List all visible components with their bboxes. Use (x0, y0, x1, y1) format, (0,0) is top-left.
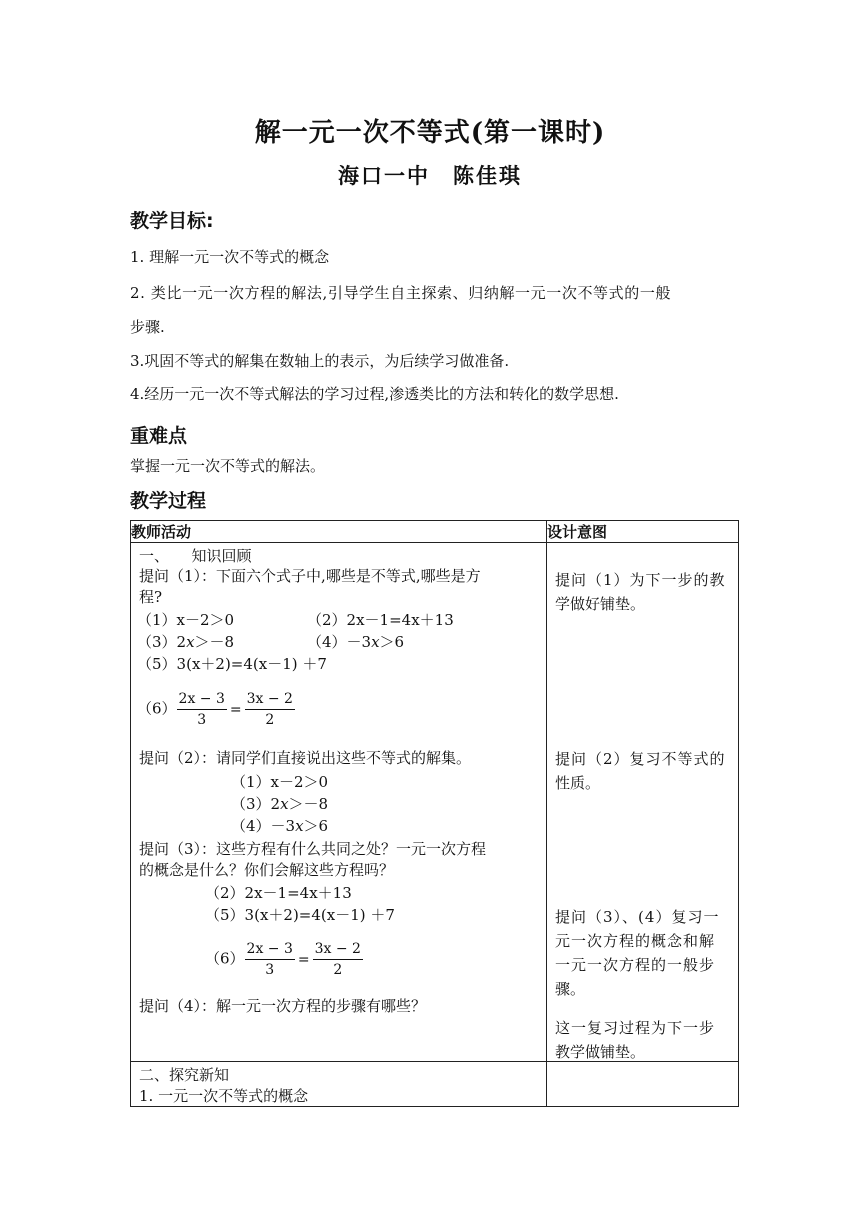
q3-expression-6-label: （6） (205, 949, 245, 968)
q2-expression-3: （3）2𝑥＞－8 (231, 795, 329, 813)
q3-equals-sign: = (297, 951, 310, 968)
intent-q2-line-1: 提问（2）复习不等式的 (555, 750, 726, 768)
q3-expression-2: （2）2x－1=4x＋13 (205, 884, 352, 902)
goal-item-2-cont: 步骤. (130, 318, 165, 336)
difficulty-text: 掌握一元一次不等式的解法。 (130, 457, 326, 475)
goals-heading: 教学目标: (130, 210, 214, 232)
table-row (131, 543, 739, 1062)
process-table (130, 520, 739, 1107)
expression-6-label: （6） (137, 699, 177, 718)
fraction-right (245, 689, 295, 730)
intent-q1-line-2: 学做好铺垫。 (555, 595, 646, 613)
intent-q3-line-1: 提问（3）、(4）复习一 (555, 908, 720, 926)
design-intent-cell-2 (547, 1062, 739, 1107)
explore-item-1: 1. 一元一次不等式的概念 (139, 1087, 309, 1105)
fraction-left (177, 689, 227, 730)
intent-q3-line-3: 一元一次方程的一般步 (555, 956, 716, 974)
question-4: 提问（4）：解一元一次方程的步骤有哪些？ (139, 997, 427, 1015)
author-line: 海口一中 陈佳琪 (338, 163, 522, 188)
table-row (131, 1062, 739, 1107)
intent-summary-line-2: 教学做铺垫。 (555, 1043, 646, 1061)
col-header-teacher: 教师活动 (131, 521, 547, 543)
q3-fraction-left-denominator: 3 (265, 962, 275, 978)
question-1-line-1: 提问（1）：下面六个式子中,哪些是不等式,哪些是方 (139, 567, 481, 585)
goal-item-2: 2. 类比一元一次方程的解法,引导学生自主探索、归纳解一元一次不等式的一般 (130, 284, 672, 302)
goal-item-1: 1. 理解一元一次不等式的概念 (130, 248, 330, 266)
q2-expression-4: （4）－3𝑥＞6 (231, 817, 329, 835)
q3-fraction-right-numerator: 3x − 2 (313, 939, 363, 960)
intent-q3-line-4: 骤。 (555, 980, 586, 998)
question-1-line-2: 程? (139, 588, 163, 606)
teacher-activity-cell-1 (131, 543, 547, 1062)
intent-summary-line-1: 这一复习过程为下一步 (555, 1019, 716, 1037)
table-header-row (131, 521, 739, 543)
q3-fraction-right-denominator: 2 (333, 962, 343, 978)
question-2: 提问（2）：请同学们直接说出这些不等式的解集。 (139, 749, 472, 767)
intent-q2-line-2: 性质。 (555, 774, 601, 792)
goal-item-3: 3.巩固不等式的解集在数轴上的表示，为后续学习做准备. (130, 352, 510, 370)
question-3-line-1: 提问（3）：这些方程有什么共同之处？一元一次方程 (139, 840, 487, 858)
fraction-right-numerator: 3x − 2 (245, 689, 295, 710)
teacher-activity-cell-2 (131, 1062, 547, 1107)
difficulty-heading: 重难点 (130, 425, 188, 447)
section-title-review: 一、 知识回顾 (139, 547, 252, 565)
q3-fraction-left (245, 939, 295, 980)
col-header-intent: 设计意图 (547, 521, 739, 543)
process-heading: 教学过程 (130, 490, 207, 512)
q3-fraction-left-numerator: 2x − 3 (245, 939, 295, 960)
question-3-line-2: 的概念是什么？你们会解这些方程吗？ (139, 861, 395, 879)
expression-5: （5）3(x＋2)=4(x－1) ＋7 (137, 655, 327, 673)
fraction-right-denominator: 2 (265, 712, 275, 728)
intent-q1-line-1: 提问（1）为下一步的教 (555, 571, 726, 589)
q3-expression-5: （5）3(x＋2)=4(x－1) ＋7 (205, 906, 395, 924)
expression-6 (137, 689, 295, 730)
intent-q3-line-2: 元一次方程的概念和解 (555, 932, 716, 950)
q2-expression-1: （1）x－2＞0 (231, 773, 329, 791)
page-title: 解一元一次不等式(第一课时) (254, 118, 606, 148)
section-title-explore: 二、探究新知 (139, 1066, 230, 1084)
q3-expression-6 (205, 939, 363, 980)
fraction-left-numerator: 2x − 3 (177, 689, 227, 710)
equals-sign: = (229, 701, 242, 718)
expression-3: （3）2𝑥＞－8 (137, 633, 235, 651)
goal-item-4: 4.经历一元一次不等式解法的学习过程,渗透类比的方法和转化的数学思想. (130, 385, 619, 403)
expression-1: （1）x－2＞0 (137, 611, 235, 629)
expression-2: （2）2x－1=4x＋13 (307, 611, 454, 629)
q3-fraction-right (313, 939, 363, 980)
design-intent-cell-1 (547, 543, 739, 1062)
expression-4: （4）－3𝑥＞6 (307, 633, 405, 651)
fraction-left-denominator: 3 (197, 712, 207, 728)
